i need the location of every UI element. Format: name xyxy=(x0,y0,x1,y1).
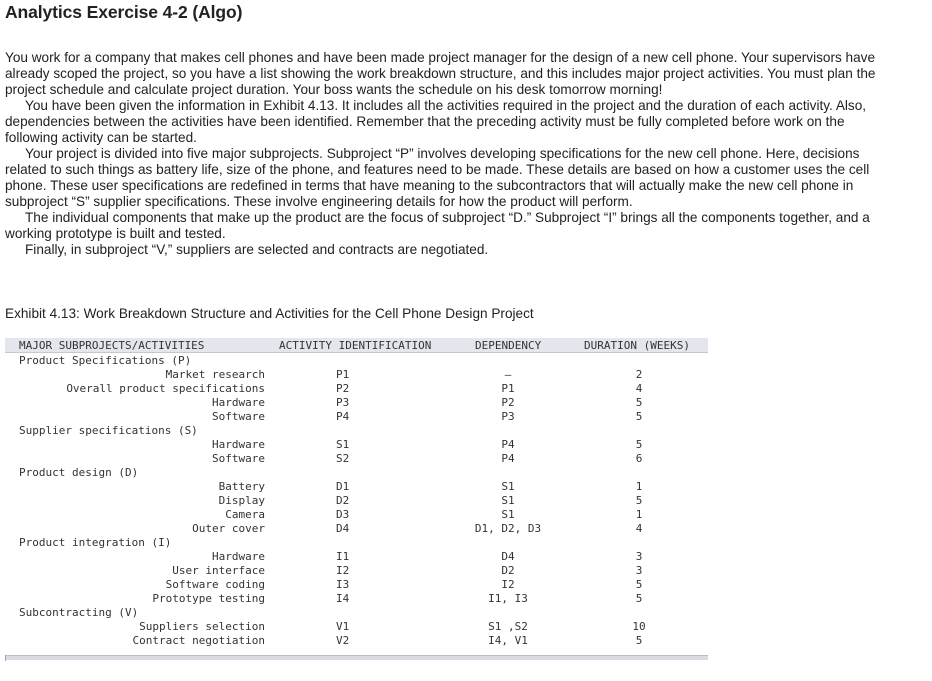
subproject-row xyxy=(5,535,708,549)
activity-duration-text: 3 xyxy=(635,550,643,563)
activity-row xyxy=(5,633,708,647)
activity-name: Software coding xyxy=(165,578,265,591)
wbs-table xyxy=(5,338,708,647)
activity-id: S1 xyxy=(336,438,350,451)
activity-name: Suppliers selection xyxy=(139,620,265,633)
activity-name: User interface xyxy=(172,564,265,577)
activity-dependency-text: S1 xyxy=(501,480,515,493)
exhibit-caption: Exhibit 4.13: Work Breakdown Structure and Activities for the Cell Phone Design Project xyxy=(5,306,534,321)
activity-dependency-text: P4 xyxy=(501,452,515,465)
activity-name: Hardware xyxy=(212,396,265,409)
subproject-name: Product Specifications (P) xyxy=(19,354,192,367)
activity-id: P4 xyxy=(336,410,350,423)
activity-id: I2 xyxy=(336,564,350,577)
subproject-name: Product design (D) xyxy=(19,466,139,479)
activity-name: Software xyxy=(212,410,265,423)
activity-row xyxy=(5,619,708,633)
activity-row xyxy=(5,451,708,465)
subproject-name: Supplier specifications (S) xyxy=(19,424,198,437)
activity-id: D2 xyxy=(336,494,350,507)
paragraph: Your project is divided into five major subprojects. Subproject “P” involves developing specifications for the new cell phone. Here, decisions related to such things as battery life, size of the phone, and features need to be made. These details are based on how a customer uses the cell phone. These user specifications are redefined in terms that have meaning to the subcontractors that will actually make the new cell phone in subproject “S” supplier specifications. These involve engineering details for how the product will perform. xyxy=(5,146,870,209)
activity-row xyxy=(5,381,708,395)
activity-duration-text: 2 xyxy=(635,368,643,381)
paragraph: Finally, in subproject “V,” suppliers are selected and contracts are negotiated. xyxy=(25,242,489,257)
activity-duration-text: 3 xyxy=(635,564,643,577)
activity-duration-text: 5 xyxy=(635,592,643,605)
subproject-name: Subcontracting (V) xyxy=(19,606,139,619)
activity-dependency-text: P3 xyxy=(501,410,515,423)
activity-name: Prototype testing xyxy=(152,592,265,605)
activity-name: Battery xyxy=(218,480,265,493)
activity-row xyxy=(5,591,708,605)
activity-row xyxy=(5,395,708,409)
activity-name: Camera xyxy=(225,508,265,521)
activity-id: I3 xyxy=(336,578,350,591)
activity-dependency-text: I2 xyxy=(501,578,515,591)
activity-duration-text: 5 xyxy=(635,396,643,409)
activity-id: D4 xyxy=(336,522,350,535)
activity-row xyxy=(5,563,708,577)
subproject-row xyxy=(5,605,708,619)
activity-row xyxy=(5,367,708,381)
activity-dependency-text: — xyxy=(504,368,512,381)
activity-duration-text: 5 xyxy=(635,438,643,451)
table-body xyxy=(5,353,708,647)
subproject-name: Product integration (I) xyxy=(19,536,172,549)
activity-dependency-text: I4, V1 xyxy=(488,634,528,647)
activity-dependency-text: D1, D2, D3 xyxy=(474,522,542,535)
activity-id: I1 xyxy=(336,550,350,563)
subproject-row xyxy=(5,423,708,437)
activity-duration-text: 1 xyxy=(635,508,643,521)
activity-name: Market research xyxy=(165,368,265,381)
activity-name: Display xyxy=(218,494,265,507)
activity-dependency-text: S1 ,S2 xyxy=(488,620,528,633)
activity-duration-text: 6 xyxy=(635,452,643,465)
activity-name: Hardware xyxy=(212,438,265,451)
header-activities: MAJOR SUBPROJECTS/ACTIVITIES xyxy=(19,339,205,352)
header-duration: DURATION (WEEKS) xyxy=(584,339,690,352)
activity-duration-text: 5 xyxy=(635,410,643,423)
activity-row xyxy=(5,493,708,507)
activity-duration-text: 5 xyxy=(635,494,643,507)
horizontal-scrollbar[interactable] xyxy=(5,655,708,660)
activity-row xyxy=(5,479,708,493)
activity-name: Software xyxy=(212,452,265,465)
activity-id: D1 xyxy=(336,480,350,493)
activity-name: Outer cover xyxy=(192,522,265,535)
activity-row xyxy=(5,437,708,451)
activity-dependency-text: D4 xyxy=(501,550,515,563)
activity-row xyxy=(5,409,708,423)
activity-id: D3 xyxy=(336,508,350,521)
activity-duration-text: 1 xyxy=(635,480,643,493)
subproject-row xyxy=(5,465,708,479)
activity-id: P3 xyxy=(336,396,350,409)
activity-dependency-text: P4 xyxy=(501,438,515,451)
paragraph: You work for a company that makes cell phones and have been made project manager for the design of a new cell phone. Your supervisors have already scoped the project, so you have a list showing the work breakdown structure, and this includes major project activities. You must plan the project schedule and calculate project duration. Your boss wants the schedule on his desk tomorrow morning! xyxy=(5,50,876,97)
activity-duration-text: 5 xyxy=(635,634,643,647)
activity-dependency-text: D2 xyxy=(501,564,515,577)
activity-dependency-text: P2 xyxy=(501,396,515,409)
header-dependency: DEPENDENCY xyxy=(475,339,542,352)
activity-dependency-text: S1 xyxy=(501,508,515,521)
activity-row xyxy=(5,549,708,563)
activity-row xyxy=(5,577,708,591)
activity-id: V1 xyxy=(336,620,350,633)
table-header xyxy=(5,338,708,353)
activity-id: S2 xyxy=(336,452,350,465)
activity-name: Contract negotiation xyxy=(132,634,265,647)
problem-description xyxy=(5,50,900,258)
page-title: Analytics Exercise 4-2 (Algo) xyxy=(5,2,243,22)
activity-duration-text: 4 xyxy=(635,522,643,535)
header-activity-id: ACTIVITY IDENTIFICATION xyxy=(279,339,432,352)
activity-name: Hardware xyxy=(212,550,265,563)
activity-id: P1 xyxy=(336,368,350,381)
activity-row xyxy=(5,521,708,535)
activity-row xyxy=(5,507,708,521)
activity-name: Overall product specifications xyxy=(66,382,265,395)
activity-dependency-text: S1 xyxy=(501,494,515,507)
paragraph: You have been given the information in Exhibit 4.13. It includes all the activities required in the project and the duration of each activity. Also, dependencies between the activities have been identified. Remember that the preceding activity must be fully completed before work on the following activity can be started. xyxy=(5,98,867,145)
activity-dependency-text: I1, I3 xyxy=(488,592,528,605)
activity-dependency-text: P1 xyxy=(501,382,515,395)
activity-id: I4 xyxy=(336,592,350,605)
activity-duration-text: 4 xyxy=(635,382,643,395)
subproject-row xyxy=(5,353,708,367)
activity-duration-text: 5 xyxy=(635,578,643,591)
activity-id: V2 xyxy=(336,634,350,647)
activity-duration-text: 10 xyxy=(632,620,646,633)
paragraph: The individual components that make up the product are the focus of subproject “D.” Subproject “I” brings all the components together, and a working prototype is built and tested. xyxy=(5,210,870,241)
activity-id: P2 xyxy=(336,382,350,395)
